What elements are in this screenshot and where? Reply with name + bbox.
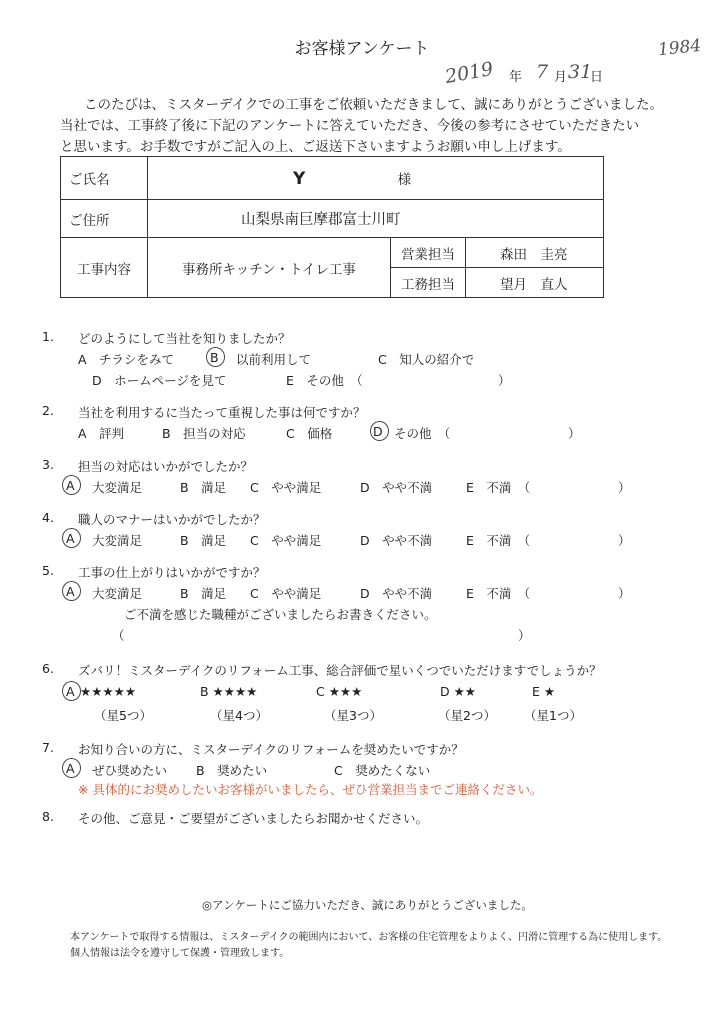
intro-line-2: 当社では、工事終了後に下記のアンケートに答えていただき、今後の参考にさせていただきたい (60, 118, 640, 134)
q6-text: ズバリ！ミスターデイクのリフォーム工事、総合評価で星いくつでいただけますでしょうか？ (78, 663, 602, 678)
q6-option-b: B ★★★★ (200, 684, 258, 699)
q6-option-d: D ★★ (440, 684, 477, 699)
q3-option-c: C やや満足 (250, 480, 322, 495)
q2-option-a: A 評判 (78, 426, 125, 441)
q3-option-a: 大変満足 (92, 480, 143, 495)
q4-number: 4. (42, 510, 54, 525)
q6-option-a: ★★★★★ (80, 684, 137, 699)
address-cell (148, 200, 604, 238)
q5-number: 5. (42, 563, 54, 578)
name-label: ご氏名 (61, 157, 148, 200)
thanks-message: ◎アンケートにご協力いただき、誠にありがとうございました。 (202, 898, 533, 912)
q7-option-a: ぜひ奨めたい (92, 763, 168, 778)
q4-option-a-letter: A (66, 531, 75, 546)
sales-label: 営業担当 (391, 238, 466, 268)
name-cell (148, 157, 604, 200)
q3-option-e: E 不満 （ (466, 480, 531, 495)
date-day-label: 日 (590, 70, 604, 85)
handwritten-code: 1984 (657, 35, 703, 61)
q6-option-e-sub: （星1つ） (524, 708, 582, 723)
q7-number: 7. (42, 740, 54, 755)
q2-option-d-close: ） (568, 426, 581, 441)
q2-option-c: C 価格 (286, 426, 333, 441)
q4-option-e: E 不満 （ (466, 533, 531, 548)
work-label: 工事内容 (61, 238, 148, 298)
q8-number: 8. (42, 809, 54, 824)
address-label: ご住所 (61, 200, 148, 238)
q2-option-b: B 担当の対応 (162, 426, 246, 441)
construction-label: 工務担当 (391, 268, 466, 298)
date-month-label: 月 (554, 70, 568, 85)
date-year-label: 年 (509, 70, 523, 85)
q4-text: 職人のマナーはいかがでしたか？ (78, 512, 266, 527)
q6-option-d-sub: （星2つ） (438, 708, 496, 723)
q2-option-d-letter: D (373, 424, 383, 439)
name-suffix: 様 (397, 171, 412, 188)
intro-line-3: と思います。お手数ですがご記入の上、ご返送下さいますようお願い申し上げます。 (60, 139, 571, 155)
q6-option-a-sub: （星5つ） (94, 708, 152, 723)
q1-option-b: 以前利用して (236, 352, 312, 367)
q2-option-d: その他 （ (394, 426, 451, 441)
q3-option-a-letter: A (66, 478, 75, 493)
date-month-value: 7 (536, 61, 549, 83)
q5-option-e: E 不満 （ (466, 586, 531, 601)
q1-option-c: C 知人の紹介で (378, 352, 475, 367)
q4-option-b: B 満足 (180, 533, 227, 548)
q1-option-a: A チラシをみて (78, 352, 175, 367)
date-year-value: 2019 (443, 57, 495, 89)
q4-option-e-close: ） (618, 533, 631, 548)
address-value: 山梨県南巨摩郡富士川町 (241, 212, 401, 228)
q5-option-e-close: ） (618, 586, 631, 601)
q1-option-e-close: ） (498, 373, 511, 388)
q7-option-c: C 奨めたくない (334, 763, 431, 778)
q1-option-d: D ホームページを見て (92, 373, 227, 388)
q7-option-a-letter: A (66, 761, 75, 776)
q3-option-e-close: ） (618, 480, 631, 495)
name-value: Y (293, 168, 306, 189)
q2-number: 2. (42, 403, 54, 418)
q1-option-b-letter: B (210, 350, 219, 365)
page-title: お客様アンケート (294, 39, 430, 59)
q2-text: 当社を利用するに当たって重視した事は何ですか？ (78, 405, 366, 420)
footer-line-2: 個人情報は法令を遵守して保護・管理致します。 (70, 948, 290, 959)
q6-option-e: E ★ (532, 684, 556, 699)
q5-comment-prompt: ご不満を感じた職種がございましたらお書きください。 (124, 607, 437, 622)
q1-text: どのようにして当社を知りましたか？ (78, 331, 291, 346)
q6-option-c: C ★★★ (316, 684, 363, 699)
q5-comment-close: ） (518, 628, 531, 643)
footer-line-1: 本アンケートで取得する情報は、ミスターデイクの範囲内において、お客様の住宅管理をよりよく、円滑に管理する為に使用します。 (70, 932, 668, 943)
q6-option-c-sub: （星3つ） (324, 708, 382, 723)
q3-text: 担当の対応はいかがでしたか？ (78, 459, 254, 474)
q5-option-b: B 満足 (180, 586, 227, 601)
q5-option-d: D やや不満 (360, 586, 433, 601)
q3-option-d: D やや不満 (360, 480, 433, 495)
q7-note: ※ 具体的にお奨めしたいお客様がいましたら、ぜひ営業担当までご連絡ください。 (78, 782, 543, 797)
q6-option-b-sub: （星4つ） (210, 708, 268, 723)
q1-option-e: E その他 （ (286, 373, 363, 388)
sales-value: 森田 圭亮 (466, 238, 604, 268)
q5-option-a-letter: A (66, 584, 75, 599)
q4-option-d: D やや不満 (360, 533, 433, 548)
q6-number: 6. (42, 661, 54, 676)
q7-text: お知り合いの方に、ミスターデイクのリフォームを奨めたいですか？ (78, 742, 464, 757)
q3-number: 3. (42, 457, 54, 472)
intro-line-1: このたびは、ミスターデイクでの工事をご依頼いただきまして、誠にありがとうございました。 (84, 97, 664, 113)
q5-text: 工事の仕上がりはいかがですか？ (78, 565, 266, 580)
q4-option-a: 大変満足 (92, 533, 143, 548)
construction-value: 望月 直人 (466, 268, 604, 298)
date-day-value: 31 (568, 61, 593, 83)
q5-comment-open: （ (112, 628, 125, 643)
q3-option-b: B 満足 (180, 480, 227, 495)
work-value: 事務所キッチン・トイレ工事 (148, 238, 391, 298)
q5-option-c: C やや満足 (250, 586, 322, 601)
q4-option-c: C やや満足 (250, 533, 322, 548)
info-table (60, 156, 604, 298)
q8-text: その他、ご意見・ご要望がございましたらお聞かせください。 (78, 811, 429, 826)
q1-number: 1. (42, 329, 54, 344)
q5-option-a: 大変満足 (92, 586, 143, 601)
q6-option-a-letter: A (66, 684, 75, 699)
q7-option-b: B 奨めたい (196, 763, 268, 778)
